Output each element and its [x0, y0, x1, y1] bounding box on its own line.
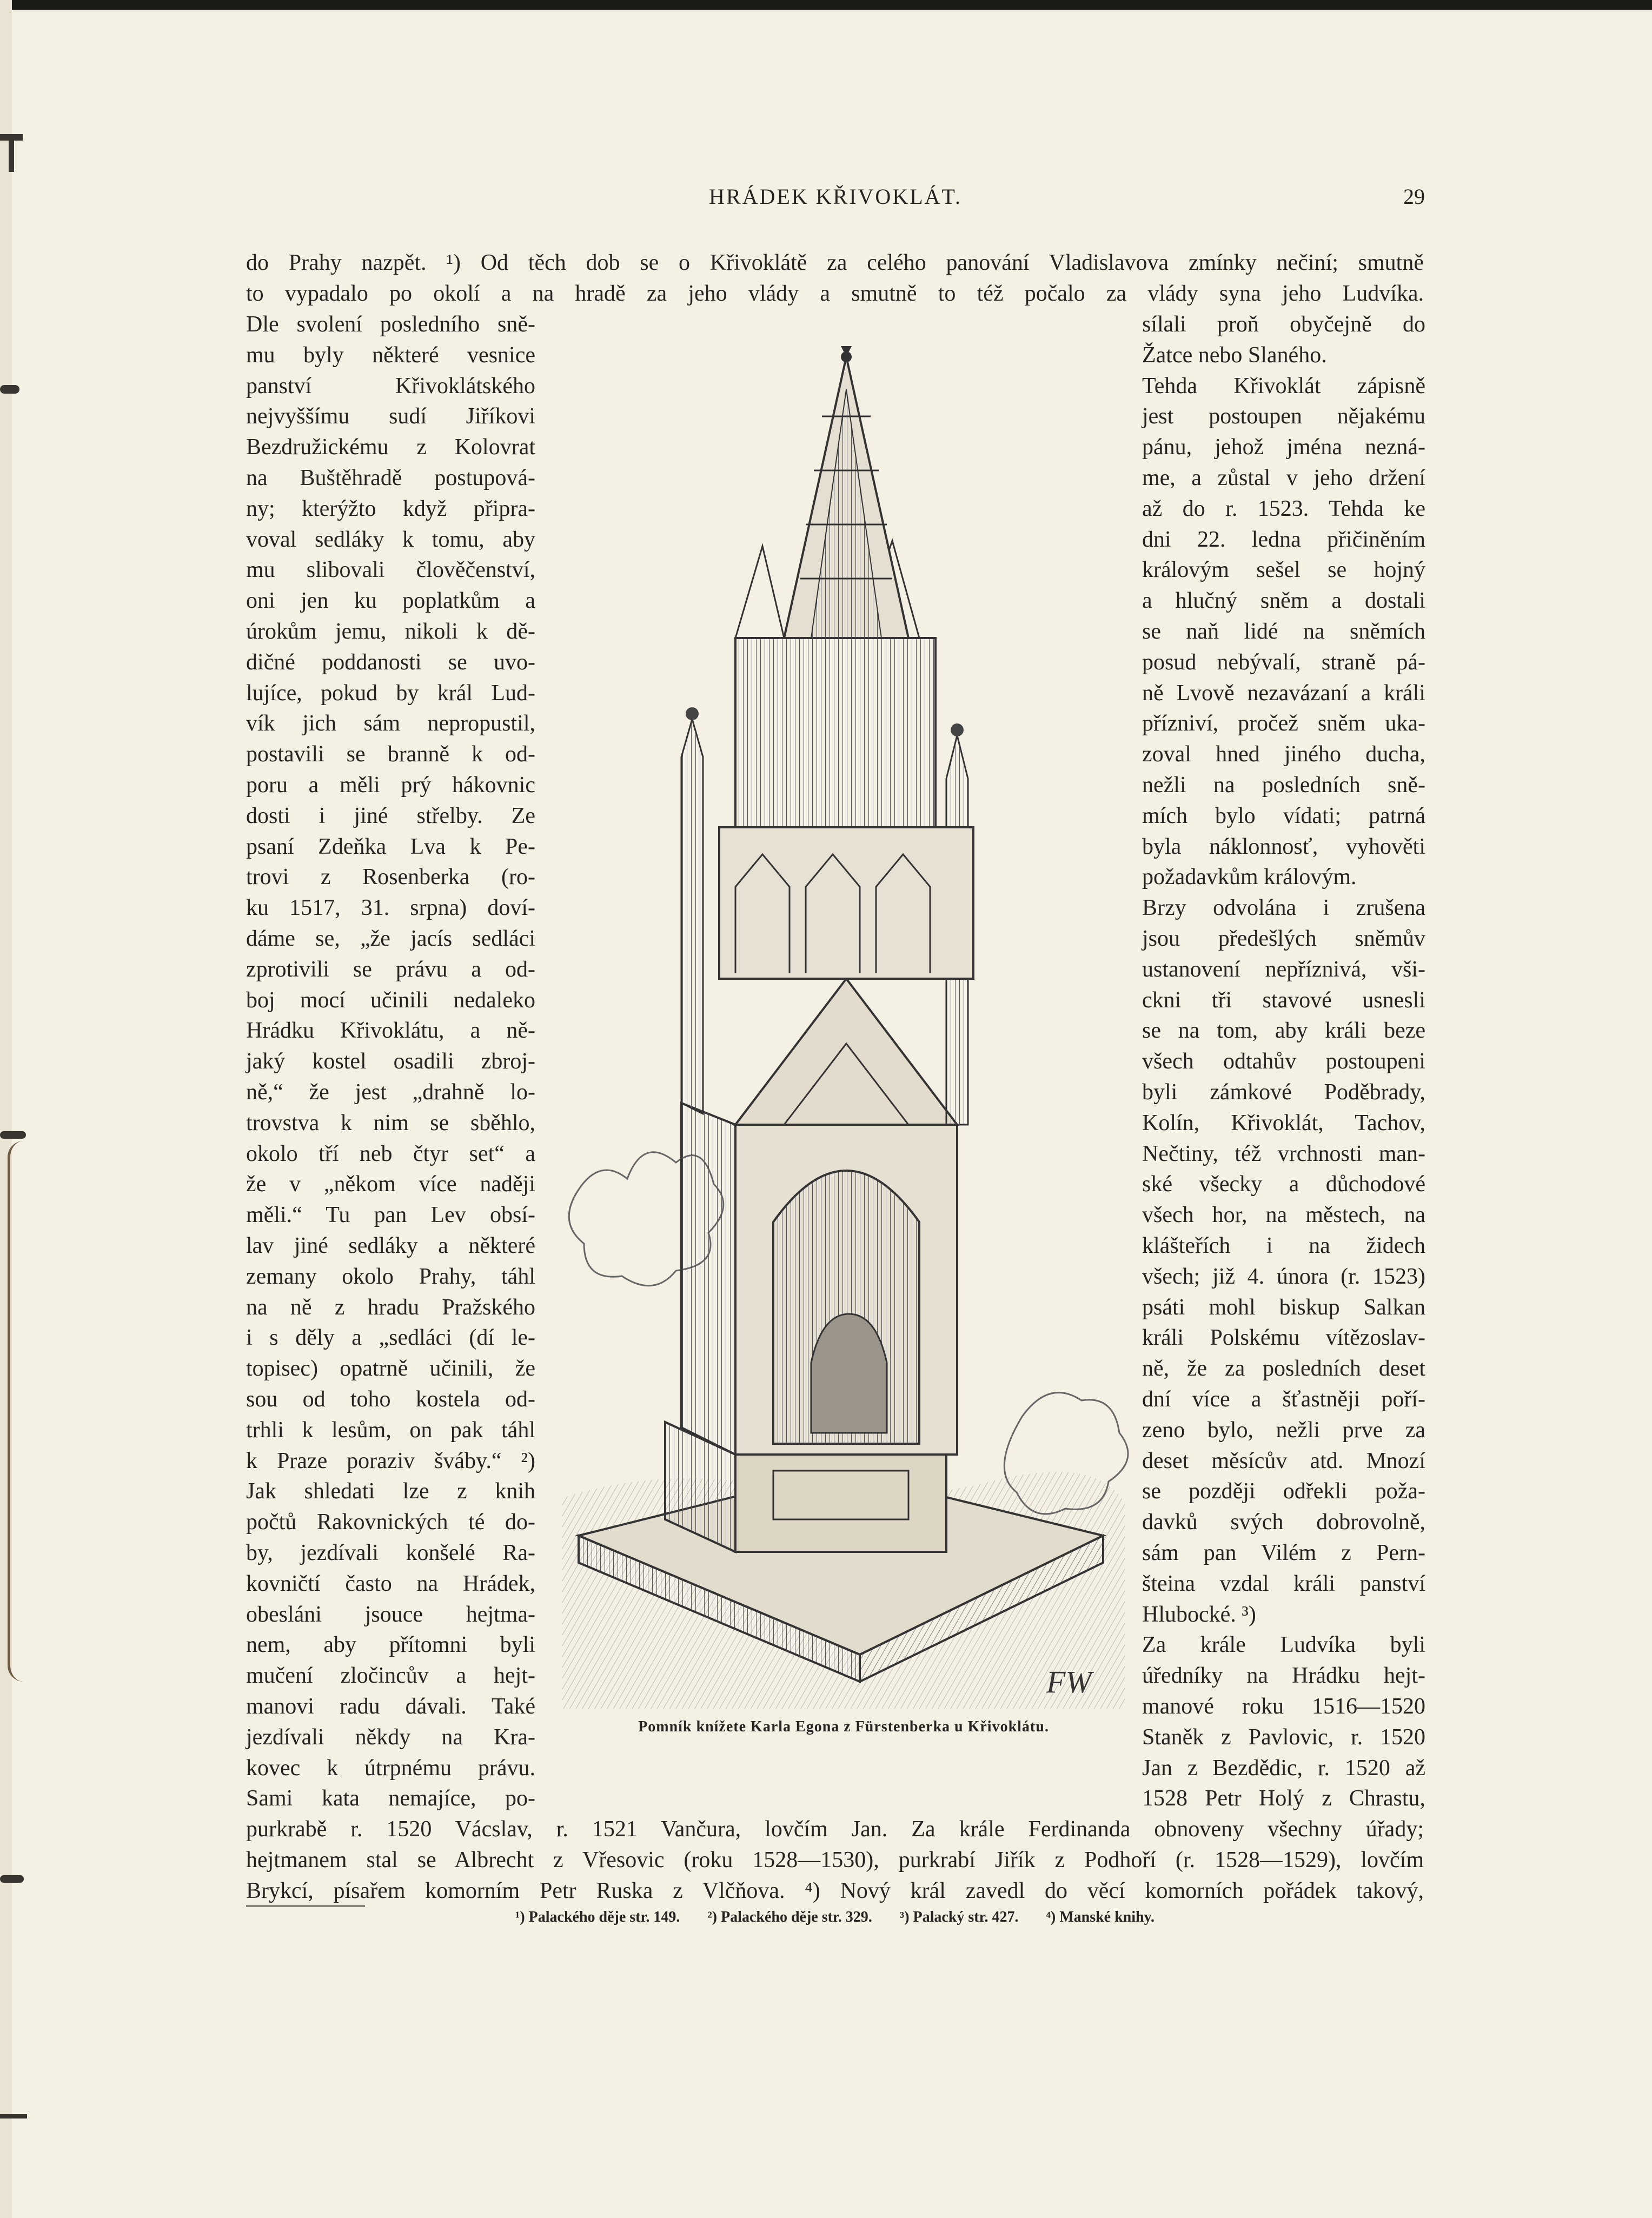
text-line: do Prahy nazpět. ¹) Od těch dob se o Křivoklátě za celého panování Vladislavova zmínky nečiní; smutně: [246, 250, 1424, 275]
illustration-signature: FW: [1046, 1664, 1092, 1699]
text-line: sou od toho kostela od-: [246, 1387, 535, 1412]
text-line: mu slibovali člověčenství,: [246, 557, 535, 583]
text-line: oni jen ku poplatkům a: [246, 588, 535, 614]
text-line: poru a měli prý hákovnic: [246, 773, 535, 798]
binding-mark: [9, 134, 14, 172]
text-line: trovi z Rosenberka (ro-: [246, 865, 535, 890]
illustration-caption: Pomník knížete Karla Egona z Fürstenberka u Křivoklátu.: [638, 1718, 1049, 1735]
binding-mark: [0, 1875, 24, 1883]
text-line: kovec k útrpnému právu.: [246, 1755, 535, 1781]
text-line: všech; již 4. února (r. 1523): [1142, 1264, 1425, 1289]
text-line: by, jezdívali konšelé Ra-: [246, 1540, 535, 1565]
text-line: k Praze poraziv šváby.“ ²): [246, 1448, 535, 1473]
binding-mark: [0, 385, 19, 394]
text-line: klášteřích i na židech: [1142, 1233, 1425, 1258]
text-line: nejvyššímu sudí Jiříkovi: [246, 404, 535, 429]
text-line: manovi radu dávali. Také: [246, 1694, 535, 1719]
text-line: ské všecky a důchodové: [1142, 1172, 1425, 1197]
footnote: ⁴) Manské knihy.: [1046, 1909, 1155, 1925]
text-line: dáme se, „že jacís sedláci: [246, 926, 535, 951]
text-line: voval sedláky k tomu, aby: [246, 527, 535, 552]
text-line: úředníky na Hrádku hejt-: [1142, 1663, 1425, 1689]
text-line: vík jich sám nepropustil,: [246, 711, 535, 736]
text-line: Tehda Křivoklát zápisně: [1142, 373, 1425, 399]
footnotes: [246, 1909, 1424, 1926]
footnote: ³) Palacký str. 427.: [899, 1909, 1019, 1925]
binding-mark: [0, 2114, 27, 2119]
text-line: posud nebývalí, straně pá-: [1142, 649, 1425, 675]
text-line: mích bylo vídati; patrná: [1142, 803, 1425, 828]
text-line: mu byly některé vesnice: [246, 342, 535, 368]
text-line: a hlučný sněm a dostali: [1142, 588, 1425, 614]
text-line: dičné poddanosti se uvo-: [246, 649, 535, 675]
text-line: se později odřekli poža-: [1142, 1479, 1425, 1504]
text-line: ku 1517, 31. srpna) doví-: [246, 895, 535, 921]
text-line: purkrabě r. 1520 Vácslav, r. 1521 Vančura, lovčím Jan. Za krále Ferdinanda obnoveny všechny úřady;: [246, 1817, 1424, 1842]
text-line: počtů Rakovnických té do-: [246, 1510, 535, 1535]
text-line: sílali proň obyčejně do: [1142, 312, 1425, 337]
text-line: jsou předešlých sněmův: [1142, 926, 1425, 951]
text-line: Brykcí, písařem komorním Petr Ruska z Vlčňova. ⁴) Nový král zavedl do věcí komorních pořádek takový,: [246, 1878, 1424, 1903]
text-line: lav jiné sedláky a některé: [246, 1233, 535, 1258]
text-line: davků svých dobrovolně,: [1142, 1510, 1425, 1535]
text-line: to vypadalo po okolí a na hradě za jeho vlády a smutně to též počalo za vlády syna jeho Ludvíka.: [246, 281, 1424, 306]
page-number: 29: [1403, 184, 1425, 209]
binding-thread: [8, 1141, 25, 1682]
footnote-rule: [246, 1905, 365, 1907]
text-line: panství Křivoklátského: [246, 373, 535, 399]
text-line: ně Lvově nezavázaní a králi: [1142, 680, 1425, 706]
text-line: nežli na posledních sně-: [1142, 773, 1425, 798]
text-line: me, a zůstal v jeho držení: [1142, 466, 1425, 490]
scan-top-edge: [0, 0, 1652, 10]
text-line: že v „někom více naději: [246, 1172, 535, 1197]
text-line: hejtmanem stal se Albrecht z Vřesovic (roku 1528—1530), purkrabí Jiřík z Podhoří (r. 1528—1529), lovčím: [246, 1848, 1424, 1872]
text-line: Žatce nebo Slaného.: [1142, 342, 1327, 368]
text-line: Jak shledati lze z knih: [246, 1479, 535, 1504]
text-line: ně,“ že jest „drahně lo-: [246, 1080, 535, 1105]
text-line: všech hor, na městech, na: [1142, 1203, 1425, 1228]
text-line: Brzy odvolána i zrušena: [1142, 895, 1425, 921]
text-line: obesláni jsouce hejtma-: [246, 1602, 535, 1627]
text-line: přízniví, pročež sněm uka-: [1142, 711, 1425, 736]
text-line: psáti mohl biskup Salkan: [1142, 1294, 1425, 1320]
text-line: Hrádku Křivoklátu, a ně-: [246, 1018, 535, 1044]
footnote: ¹) Palackého děje str. 149.: [515, 1909, 680, 1925]
text-line: Hlubocké. ³): [1142, 1602, 1256, 1627]
text-line: psaní Zdeňka Lva k Pe-: [246, 834, 535, 859]
text-line: deset měsícův atd. Mnozí: [1142, 1448, 1425, 1473]
text-line: zeno bylo, nežli prve za: [1142, 1417, 1425, 1443]
text-line: ustanovení nepříznivá, vši-: [1142, 957, 1425, 982]
text-line: manové roku 1516—1520: [1142, 1694, 1425, 1719]
text-line: královým sešel se hojný: [1142, 557, 1425, 583]
text-line: Sami kata nemajíce, po-: [246, 1786, 535, 1811]
text-line: trovstva k nim se sběhlo,: [246, 1110, 535, 1135]
text-line: úrokům jemu, nikoli k dě-: [246, 619, 535, 644]
text-line: králi Polskému vítězoslav-: [1142, 1325, 1425, 1351]
text-line: na Buštěhradě postupová-: [246, 466, 535, 490]
text-line: byla náklonnosť, vyhověti: [1142, 834, 1425, 859]
text-line: Bezdružickému z Kolovrat: [246, 435, 535, 460]
text-line: ně, že za posledních deset: [1142, 1356, 1425, 1382]
text-line: na ně z hradu Pražského: [246, 1294, 535, 1320]
text-line: jaký kostel osadili zbroj-: [246, 1049, 535, 1074]
text-line: kovničtí často na Hrádek,: [246, 1571, 535, 1596]
text-line: boj mocí učinili nedaleko: [246, 987, 535, 1013]
text-line: pánu, jehož jména nezná-: [1142, 435, 1425, 460]
text-line: topisec) opatrně učinili, že: [246, 1356, 535, 1382]
text-line: Za krále Ludvíka byli: [1142, 1632, 1425, 1658]
text-line: ny; kterýžto když připra-: [246, 496, 535, 521]
text-line: i s děly a „sedláci (dí le-: [246, 1325, 535, 1351]
footnote: ²) Palackého děje str. 329.: [707, 1909, 872, 1925]
text-line: požadavkům královým.: [1142, 865, 1357, 890]
text-line: dní více a šťastněji poří-: [1142, 1387, 1425, 1412]
text-line: jezdívali někdy na Kra-: [246, 1724, 535, 1750]
text-line: Staněk z Pavlovic, r. 1520: [1142, 1724, 1425, 1750]
text-line: dni 22. ledna přičiněním: [1142, 527, 1425, 552]
text-line: šteina vzdal králi panství: [1142, 1571, 1425, 1596]
text-line: Jan z Bezdědic, r. 1520 až: [1142, 1755, 1425, 1781]
scan-left-edge: [0, 0, 12, 2218]
running-title: HRÁDEK KŘIVOKLÁT.: [709, 184, 962, 209]
text-line: 1528 Petr Holý z Chrastu,: [1142, 1786, 1425, 1811]
binding-mark: [0, 1131, 26, 1139]
text-line: zprotivili se právu a od-: [246, 957, 535, 982]
text-line: Dle svolení posledního sně-: [246, 312, 535, 337]
text-line: nem, aby přítomni byli: [246, 1632, 535, 1658]
text-line: se naň lidé na sněmích: [1142, 619, 1425, 644]
text-line: mučení zločincův a hejt-: [246, 1663, 535, 1689]
text-line: okolo tří neb čtyr set“ a: [246, 1141, 535, 1166]
text-line: měli.“ Tu pan Lev obsí-: [246, 1203, 535, 1228]
text-line: jest postoupen nějakému: [1142, 404, 1425, 429]
text-line: Nečtiny, též vrchnosti man-: [1142, 1141, 1425, 1166]
text-line: trhli k lesům, on pak táhl: [246, 1417, 535, 1443]
text-line: byli zámkové Poděbrady,: [1142, 1080, 1425, 1105]
text-line: sám pan Vilém z Pern-: [1142, 1540, 1425, 1565]
monument-illustration: [557, 346, 1130, 1714]
text-line: zoval hned jiného ducha,: [1142, 742, 1425, 767]
text-line: postavili se branně k od-: [246, 742, 535, 767]
text-line: dosti i jiné střelby. Ze: [246, 803, 535, 828]
page-header: [246, 184, 1425, 216]
text-line: všech odtahův postoupeni: [1142, 1049, 1425, 1074]
text-line: ckni tři stavové usnesli: [1142, 987, 1425, 1013]
text-line: Kolín, Křivoklát, Tachov,: [1142, 1110, 1425, 1135]
text-line: až do r. 1523. Tehda ke: [1142, 496, 1425, 521]
text-line: zemany okolo Prahy, táhl: [246, 1264, 535, 1289]
text-line: lujíce, pokud by král Lud-: [246, 680, 535, 706]
text-line: se na tom, aby králi beze: [1142, 1018, 1425, 1044]
